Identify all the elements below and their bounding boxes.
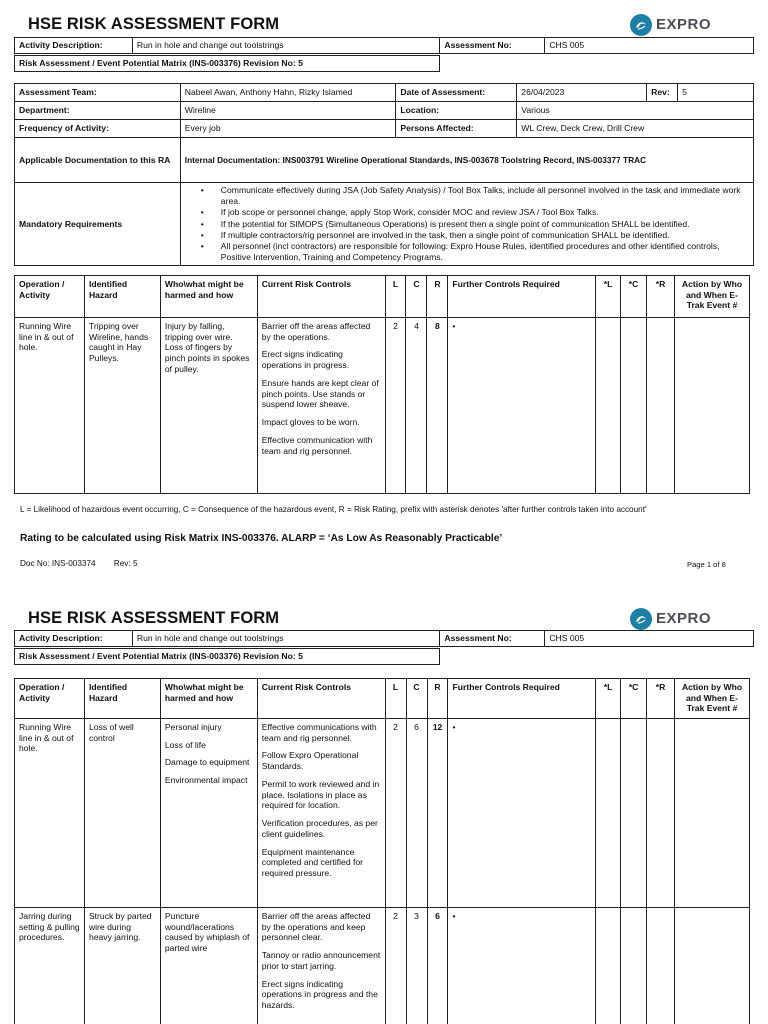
activity-label: Activity Description:: [15, 38, 133, 54]
control-item: Barrier off the areas affected by the operations.: [261, 321, 371, 342]
mandatory-requirements: [180, 183, 753, 266]
mandatory-item: • If multiple contractors/rig personnel are involved in the task, then a single point of communication SHALL be identified.: [201, 230, 749, 241]
docs-label: Applicable Documentation to this RA: [15, 138, 181, 183]
mandatory-item: • If job scope or personnel change, apply Stop Work, consider MOC and review JSA / Tool Box Talks.: [201, 207, 749, 218]
row-who: [160, 908, 257, 1024]
row-controls: [257, 719, 385, 908]
row-operation: Jarring during setting & pulling procedures.: [15, 908, 85, 1024]
col-who: Who\what might be harmed and how: [160, 679, 257, 719]
expro-logo: [630, 608, 711, 630]
col-further: Further Controls Required: [448, 276, 596, 318]
who-item: Personal injury: [164, 722, 222, 732]
col-after-c: *C: [621, 679, 647, 719]
docs-value: Internal Documentation: INS003791 Wireline Operational Standards, INS-003678 Toolstring Record, INS-003377 TRAC: [180, 138, 753, 183]
row-action: [675, 908, 750, 1024]
who-item: Damage to equipment: [164, 757, 250, 768]
department-value: Wireline: [180, 102, 396, 120]
table-row: [15, 908, 750, 1024]
col-hazard: Identified Hazard: [84, 276, 160, 318]
header-table: [14, 37, 754, 54]
department-label: Department:: [15, 102, 181, 120]
persons-label: Persons Affected:: [396, 120, 517, 138]
activity-value: Run in hole and change out toolstrings: [132, 631, 440, 647]
mandatory-item: • If the potential for SIMOPS (Simultaneous Operations) is present then a single point of communication SHALL be identified.: [201, 219, 749, 230]
col-after-r: *R: [647, 276, 675, 318]
who-item: Injury by falling, tripping over wire. Loss of fingers by pinch points in spokes of pulley.: [164, 321, 250, 374]
col-operation: Operation / Activity: [15, 276, 85, 318]
legend-note: L = Likelihood of hazardous event occurring, C = Consequence of the hazardous event, R = Risk Rating, prefix with asterisk denotes 'after further controls taken into account': [20, 505, 647, 514]
mandatory-item: • All personnel (incl contractors) are responsible for following: Expro House Rules, identified procedures and other identified controls, Positive Intervention, Training and Competency Programs.: [201, 241, 749, 263]
rating-note: Rating to be calculated using Risk Matrix INS-003376. ALARP = ‘As Low As Reasonably Practicable’: [20, 533, 503, 544]
row-operation: Running Wire line in & out of hole.: [15, 318, 85, 494]
row-r: 6: [427, 908, 448, 1024]
col-after-r: *R: [647, 679, 675, 719]
col-further: Further Controls Required: [448, 679, 596, 719]
page-number: Page 1 of 8: [687, 560, 726, 569]
row-c: 6: [406, 719, 427, 908]
row-further: •: [448, 908, 596, 1024]
table-row: [15, 719, 750, 908]
col-action: Action by Who and When E-Trak Event #: [675, 276, 750, 318]
assessment-no-value: CHS 005: [545, 38, 754, 54]
row-l: 2: [385, 908, 406, 1024]
row-l: 2: [385, 318, 406, 494]
rev-value: 5: [678, 84, 754, 102]
activity-label: Activity Description:: [15, 631, 133, 647]
col-controls: Current Risk Controls: [257, 679, 385, 719]
frequency-value: Every job: [180, 120, 396, 138]
col-action: Action by Who and When E-Trak Event #: [675, 679, 750, 719]
mandatory-label: Mandatory Requirements: [15, 183, 181, 266]
control-item: Ensure hands are kept clear of pinch points. Use stands or suspend lower sheave.: [261, 377, 379, 410]
control-item: Effective communication with team and rig personnel.: [261, 434, 373, 456]
control-item: Impact gloves to be worn.: [261, 417, 360, 428]
col-c: C: [406, 679, 427, 719]
row-who: [160, 318, 257, 494]
row-after-l: [596, 719, 621, 908]
row-who: [160, 719, 257, 908]
row-hazard: Loss of well control: [84, 719, 160, 908]
row-r: 12: [427, 719, 448, 908]
matrix-line: Risk Assessment / Event Potential Matrix (INS-003376) Revision No: 5: [15, 56, 440, 72]
row-after-r: [647, 908, 675, 1024]
col-c: C: [406, 276, 427, 318]
row-r: 8: [427, 318, 448, 494]
col-after-l: *L: [596, 679, 621, 719]
expro-logo: [630, 14, 711, 36]
matrix-line-table: [14, 55, 440, 72]
form-title: HSE RISK ASSESSMENT FORM: [28, 15, 280, 33]
activity-value: Run in hole and change out toolstrings: [132, 38, 440, 54]
logo-text: EXPRO: [656, 609, 712, 627]
location-value: Various: [517, 102, 754, 120]
persons-value: WL Crew, Deck Crew, Drill Crew: [517, 120, 754, 138]
mandatory-item: • Communicate effectively during JSA (Job Safety Analysis) / Tool Box Talks, include all personnel involved in the task and immediate work area.: [201, 185, 749, 207]
control-item: Follow Expro Operational Standards.: [261, 750, 359, 772]
who-item: Loss of life: [164, 739, 206, 750]
control-item: Verification procedures, as per client guidelines.: [261, 818, 378, 839]
logo-text: EXPRO: [656, 15, 712, 33]
team-label: Assessment Team:: [15, 84, 181, 102]
col-hazard: Identified Hazard: [84, 679, 160, 719]
risk-table-page-1: [14, 275, 750, 494]
row-l: 2: [385, 719, 406, 908]
row-after-c: [621, 908, 647, 1024]
row-after-r: [647, 719, 675, 908]
row-after-l: [596, 908, 621, 1024]
matrix-line-table: [14, 648, 440, 665]
col-l: L: [385, 276, 406, 318]
row-hazard: Tripping over Wireline, hands caught in Hay Pulleys.: [84, 318, 160, 494]
info-table: [14, 83, 754, 266]
row-action: [675, 318, 750, 494]
doc-number: Doc No: INS-003374: [20, 559, 96, 568]
location-label: Location:: [396, 102, 517, 120]
assessment-no-label: Assessment No:: [440, 631, 545, 647]
row-after-c: [621, 719, 647, 908]
expro-logo-icon: [630, 14, 652, 36]
row-c: 4: [406, 318, 427, 494]
row-operation: Running Wire line in & out of hole.: [15, 719, 85, 908]
expro-logo-icon: [630, 608, 652, 630]
row-further: •: [448, 318, 596, 494]
rev-label: Rev:: [647, 84, 678, 102]
row-controls: [257, 318, 385, 494]
row-c: 3: [406, 908, 427, 1024]
col-who: Who\what might be harmed and how: [160, 276, 257, 318]
risk-table-page-2: [14, 678, 750, 1024]
control-item: Erect signs indicating operations in progress and the hazards.: [261, 978, 378, 1011]
col-after-l: *L: [596, 276, 621, 318]
who-item: Environmental impact: [164, 775, 248, 786]
row-hazard: Struck by parted wire during heavy jarring.: [84, 908, 160, 1024]
date-label: Date of Assessment:: [396, 84, 517, 102]
assessment-no-label: Assessment No:: [440, 38, 545, 54]
control-item: Barrier off the areas affected by the operations and keep personnel clear.: [261, 911, 371, 943]
row-after-l: [596, 318, 621, 494]
row-after-c: [621, 318, 647, 494]
mandatory-list: [185, 185, 749, 263]
control-item: Permit to work reviewed and in place. Isolations in place as required for location.: [261, 778, 380, 811]
frequency-label: Frequency of Activity:: [15, 120, 181, 138]
col-l: L: [385, 679, 406, 719]
control-item: Equipment maintenance completed and certified for required pressure.: [261, 846, 364, 879]
col-r: R: [427, 276, 448, 318]
who-item: Puncture wound/lacerations caused by whiplash of parted wire: [164, 911, 250, 954]
col-after-c: *C: [621, 276, 647, 318]
control-item: Erect signs indicating operations in progress.: [261, 349, 350, 371]
date-value: 26/04/2023: [517, 84, 647, 102]
header-table: [14, 630, 754, 647]
col-operation: Operation / Activity: [15, 679, 85, 719]
control-item: Effective communications with team and rig personnel.: [261, 722, 377, 743]
doc-rev: Rev: 5: [113, 559, 138, 568]
col-controls: Current Risk Controls: [257, 276, 385, 318]
team-value: Nabeel Awan, Anthony Hahn, Rizky Islamed: [180, 84, 396, 102]
row-after-r: [647, 318, 675, 494]
matrix-line: Risk Assessment / Event Potential Matrix (INS-003376) Revision No: 5: [15, 649, 440, 665]
row-controls: [257, 908, 385, 1024]
col-r: R: [427, 679, 448, 719]
table-row: [15, 318, 750, 494]
assessment-no-value: CHS 005: [545, 631, 754, 647]
row-further: •: [448, 719, 596, 908]
doc-footer: [20, 559, 138, 569]
control-item: Tannoy or radio announcement prior to start jarring.: [261, 950, 381, 971]
form-title: HSE RISK ASSESSMENT FORM: [28, 609, 280, 627]
row-action: [675, 719, 750, 908]
